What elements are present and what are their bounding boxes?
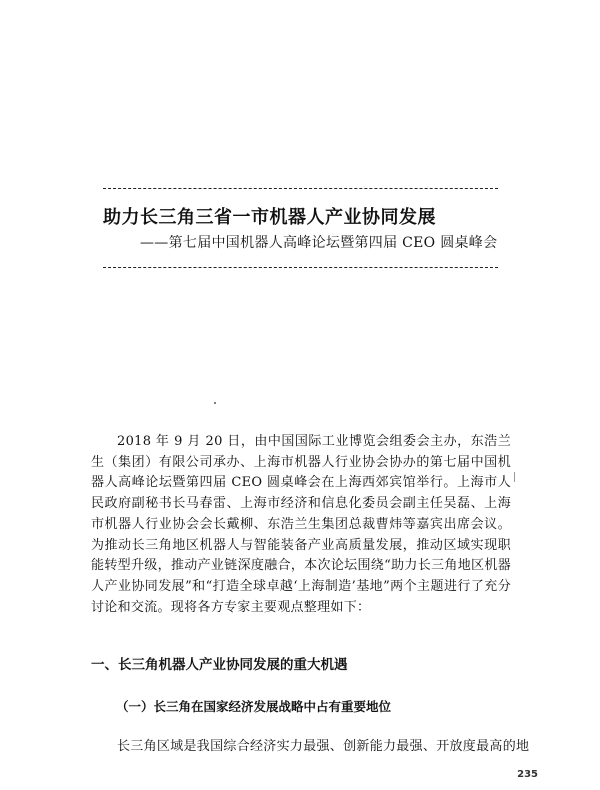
page-number: 235: [517, 769, 538, 780]
scan-speck: [514, 472, 515, 482]
body-text-line: 长三角区域是我国综合经济实力最强、创新能力最强、开放度最高的地: [117, 739, 530, 754]
scan-speck: [214, 402, 216, 404]
title-rule-top: [103, 188, 498, 189]
section-heading: 一、长三角机器人产业协同发展的重大机遇: [91, 657, 348, 673]
subsection-heading: （一）长三角在国家经济发展战略中占有重要地位: [116, 699, 392, 714]
title-rule-bottom: [103, 267, 498, 268]
page-subtitle: ——第七届中国机器人高峰论坛暨第四届 CEO 圆桌峰会: [140, 235, 498, 251]
page-title: 助力长三角三省一市机器人产业协同发展: [103, 207, 436, 228]
intro-paragraph: 2018 年 9 月 20 日，由中国国际工业博览会组委会主办，东浩兰生（集团）有限公司承办、上海市机器人行业协会协办的第七届中国机器人高峰论坛暨第四届 CEO 圆桌峰会在上海西郊宾馆举行。上海市人民政府副秘书长马春雷、上海市经济和信息化委员会副主任吴磊、上海市机器人行业协会会长戴柳、东浩兰生集团总裁曹炜等嘉宾出席会议。为推动长三角地区机器人与智能装备产业高质量发展，推动区域实现职能转型升级，推动产业链深度融合，本次论坛围绕“助力长三角地区机器人产业协同发展”和“打造全球卓越‘上海制造’基地”两个主题进行了充分讨论和交流。现将各方专家主要观点整理如下：: [91, 434, 511, 615]
